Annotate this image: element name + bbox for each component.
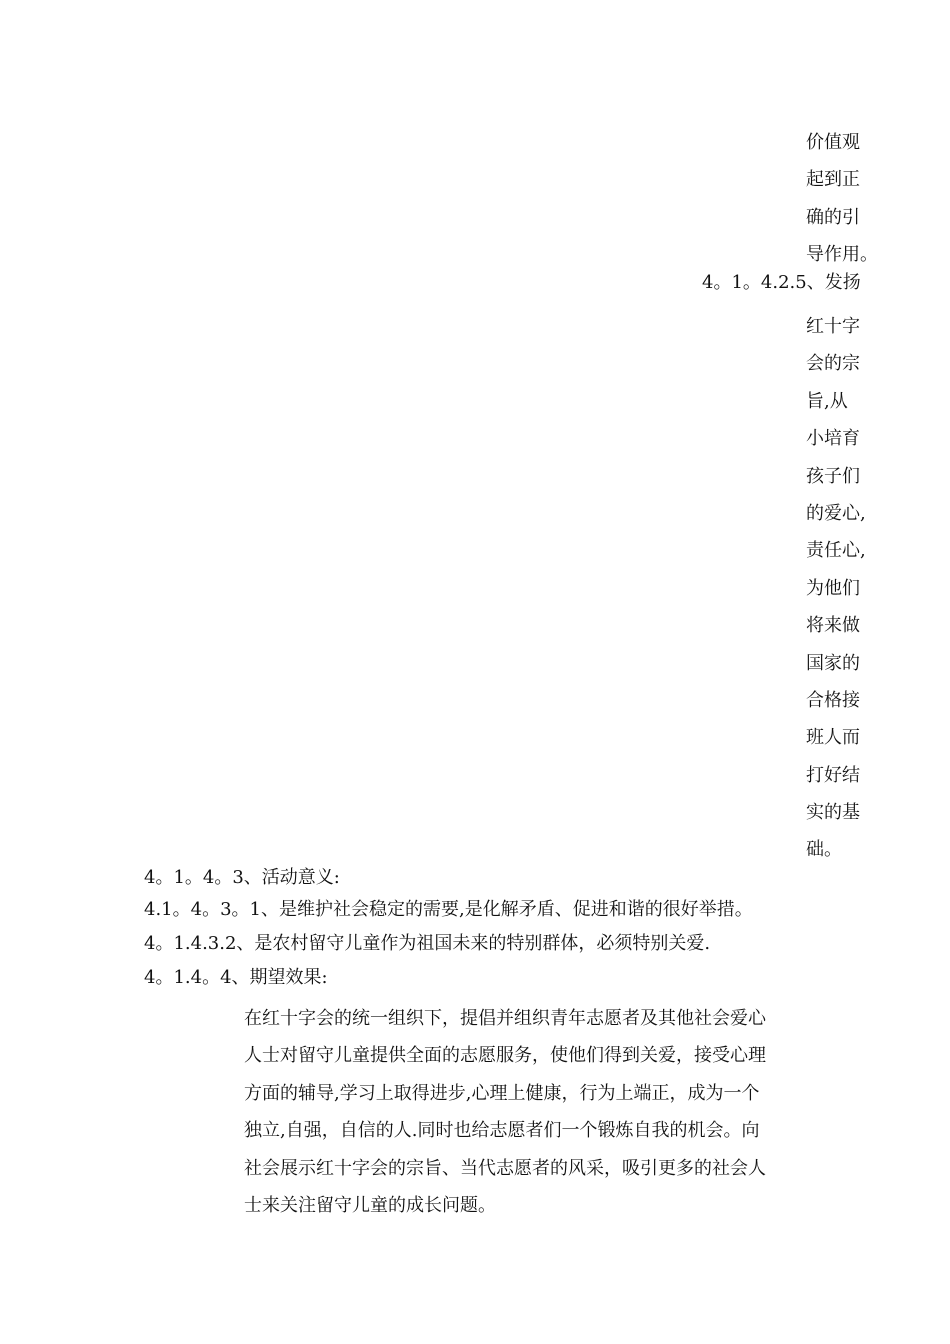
expected-effect-paragraph	[244, 1000, 804, 1224]
narrow-line: 价值观	[806, 132, 860, 153]
narrow-line: 导作用。	[806, 244, 878, 266]
narrow-line: 将来做	[806, 615, 860, 637]
narrow-line: 会的宗	[806, 353, 860, 375]
paragraph-line: 社会展示红十字会的宗旨、当代志愿者的风采，吸引更多的社会人	[244, 1157, 766, 1179]
section-heading: 4。1.4。4、期望效果:	[144, 967, 328, 988]
narrow-line: 确的引	[806, 206, 860, 228]
narrow-line: 红十字	[806, 316, 860, 337]
narrow-line: 实的基	[806, 802, 860, 824]
narrow-line: 合格接	[806, 689, 860, 711]
section-item: 4。1.4.3.2、是农村留守儿童作为祖国未来的特别群体，必须特别关爱.	[144, 933, 711, 954]
narrow-line: 的爱心,	[806, 502, 866, 524]
narrow-line: 责任心,	[806, 540, 866, 562]
paragraph-line: 方面的辅导,学习上取得进步,心理上健康，行为上端正，成为一个	[244, 1082, 760, 1104]
item-4-1-4-2-5-body	[806, 308, 876, 869]
section-heading: 4。1。4。3、活动意义:	[144, 867, 340, 888]
narrow-line: 为他们	[806, 577, 860, 599]
narrow-column-continuation	[806, 124, 876, 274]
paragraph-line: 士来关注留守儿童的成长问题。	[244, 1194, 496, 1216]
item-4-1-4-2-5-heading: 4。1。4.2.5、发扬	[702, 272, 861, 293]
paragraph-line: 人士对留守儿童提供全面的志愿服务，使他们得到关爱，接受心理	[244, 1045, 766, 1067]
narrow-line: 旨,从	[806, 390, 848, 412]
narrow-line: 孩子们	[806, 465, 860, 487]
section-activity-significance	[144, 864, 844, 996]
narrow-line: 打好结	[806, 764, 860, 786]
narrow-line: 国家的	[806, 652, 860, 674]
paragraph-line: 独立,自强，自信的人.同时也给志愿者们一个锻炼自我的机会。向	[244, 1120, 760, 1142]
paragraph-line: 在红十字会的统一组织下，提倡并组织青年志愿者及其他社会爱心	[244, 1008, 766, 1029]
narrow-line: 础。	[806, 839, 842, 861]
narrow-line: 起到正	[806, 169, 860, 191]
narrow-line: 班人而	[806, 727, 860, 749]
section-item: 4.1。4。3。1、是维护社会稳定的需要,是化解矛盾、促进和谐的很好举措。	[144, 899, 753, 920]
narrow-line: 小培育	[806, 428, 860, 450]
